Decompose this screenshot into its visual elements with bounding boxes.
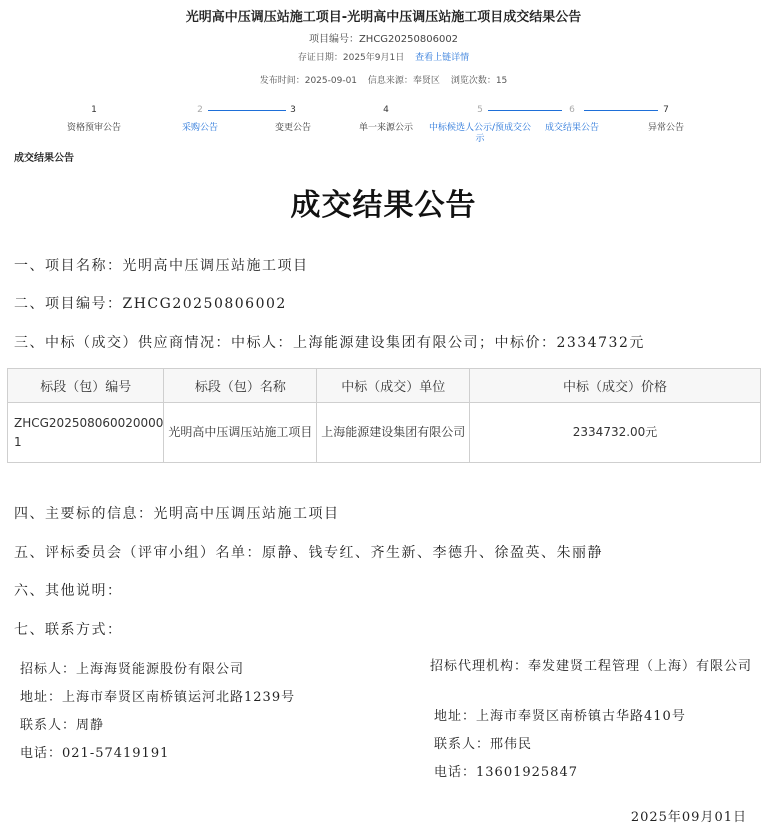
- step-number: 5: [477, 105, 483, 115]
- step-number: 1: [91, 105, 97, 115]
- col-header: 中标（成交）价格: [470, 369, 761, 403]
- project-code: 项目编号：ZHCG20250806002: [308, 34, 459, 45]
- step-label: 资格预审公告: [66, 123, 121, 133]
- evidence-date-row: [0, 50, 767, 63]
- committee-line: 五、评标委员会（评审小组）名单：原静、钱专红、齐生新、李德升、徐盈英、朱丽静: [14, 545, 603, 561]
- step-prequal[interactable]: [42, 104, 146, 134]
- tenderer-address: 地址：上海市奉贤区南桥镇运河北路1239号: [20, 690, 296, 705]
- publish-time: 发布时间：2025-09-01: [259, 76, 358, 86]
- step-number: 3: [290, 105, 296, 115]
- page-title: 光明高中压调压站施工项目-光明高中压调压站施工项目成交结果公告: [185, 10, 582, 25]
- section-label: 成交结果公告: [14, 153, 74, 164]
- footer-date: 2025年09月01日: [630, 810, 747, 825]
- step-change[interactable]: [241, 104, 345, 134]
- step-result[interactable]: [520, 104, 624, 134]
- step-single-source[interactable]: [334, 104, 438, 134]
- step-number: 6: [569, 105, 575, 115]
- step-label: 成交结果公告: [544, 123, 599, 133]
- project-name-line: 一、项目名称：光明高中压调压站施工项目: [14, 258, 309, 274]
- other-notes-line: 六、其他说明：: [14, 583, 123, 599]
- contact-heading: 七、联系方式：: [14, 622, 123, 638]
- document-title: 成交结果公告: [290, 188, 477, 223]
- step-number: 2: [197, 105, 203, 115]
- project-code-line: 二、项目编号：ZHCG20250806002: [14, 296, 287, 312]
- step-label: 采购公告: [181, 123, 218, 133]
- winning-unit: 上海能源建设集团有限公司: [317, 403, 470, 463]
- view-count: 浏览次数：15: [450, 76, 508, 86]
- step-procurement[interactable]: [148, 104, 252, 134]
- step-number: 4: [383, 105, 389, 115]
- award-table: [7, 368, 761, 463]
- tenderer-phone: 电话：021-57419191: [20, 746, 170, 761]
- step-label: 异常公告: [647, 123, 684, 133]
- agency-contact: 联系人：邢伟民: [434, 737, 533, 752]
- step-abnormal[interactable]: [614, 104, 718, 134]
- agency-name: 招标代理机构：奉发建贤工程管理（上海）有限公司: [430, 659, 753, 674]
- step-number: 7: [663, 105, 669, 115]
- winning-price: 2334732.00元: [470, 403, 761, 463]
- col-header: 标段（包）编号: [8, 369, 164, 403]
- table-row: [8, 403, 761, 463]
- tenderer-name: 招标人：上海海贤能源股份有限公司: [20, 662, 245, 677]
- agency-address: 地址：上海市奉贤区南桥镇古华路410号: [434, 709, 686, 724]
- col-header: 标段（包）名称: [164, 369, 317, 403]
- step-label: 变更公告: [274, 123, 311, 133]
- table-header-row: [8, 369, 761, 403]
- step-candidate[interactable]: [428, 104, 532, 145]
- step-label: 单一来源公示: [358, 123, 413, 133]
- chain-detail-link[interactable]: 查看上链详情: [415, 53, 470, 63]
- supplier-line: 三、中标（成交）供应商情况：中标人：上海能源建设集团有限公司；中标价：2334732元: [14, 335, 645, 351]
- process-steps: [0, 104, 767, 154]
- lot-code: ZHCG202508060020000​1: [8, 403, 164, 463]
- main-subject-line: 四、主要标的信息：光明高中压调压站施工项目: [14, 506, 340, 522]
- meta-row: [0, 73, 767, 86]
- lot-name: 光明高中压调压站施工项目: [164, 403, 317, 463]
- agency-phone: 电话：13601925847: [434, 765, 578, 780]
- step-label: 中标候选人公示/预成交公示: [428, 123, 532, 144]
- evidence-date: 存证日期：2025年9月1日: [297, 53, 405, 63]
- tenderer-contact: 联系人：周静: [20, 718, 105, 733]
- col-header: 中标（成交）单位: [317, 369, 470, 403]
- info-source: 信息来源：奉贤区: [367, 76, 440, 86]
